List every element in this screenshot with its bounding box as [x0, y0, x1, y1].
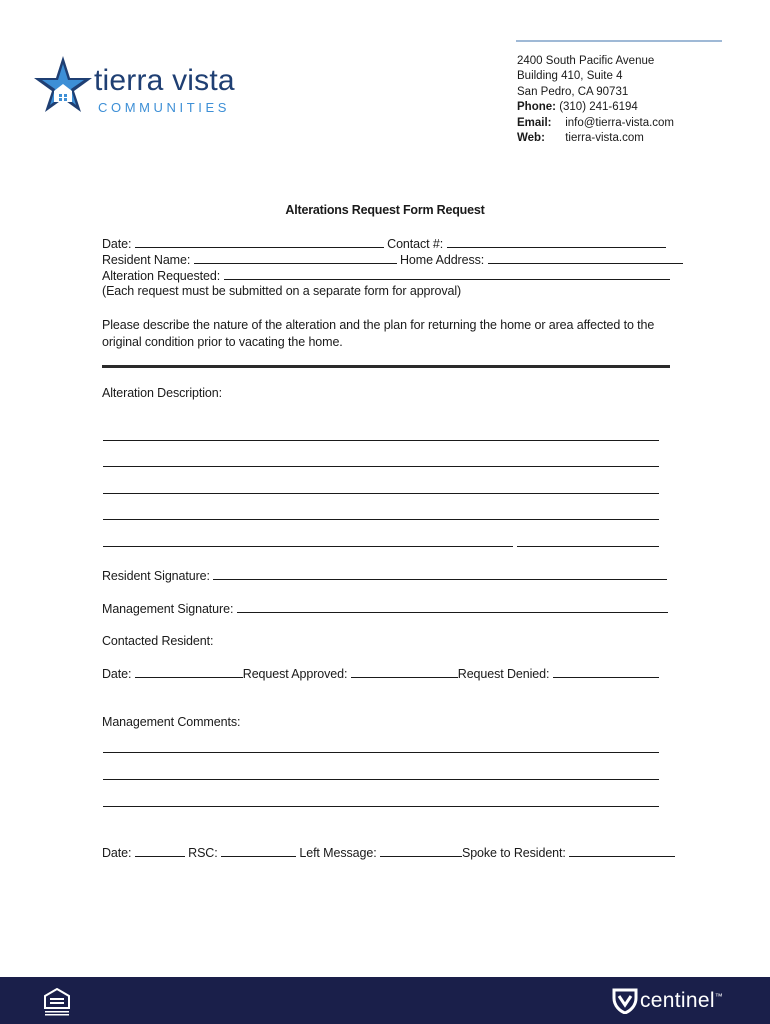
resident-name-row — [102, 252, 683, 267]
email-row — [517, 116, 674, 131]
email-label: Email: — [517, 116, 552, 129]
request-denied-field[interactable] — [553, 666, 659, 678]
date3-label: Date: — [102, 846, 132, 860]
resident-signature-field[interactable] — [213, 568, 667, 580]
description-line-3[interactable] — [103, 493, 659, 494]
date2-field[interactable] — [135, 666, 243, 678]
resident-signature-row — [102, 568, 667, 583]
spoke-to-resident-field[interactable] — [569, 845, 675, 857]
resident-signature-label: Resident Signature: — [102, 569, 210, 583]
comment-line-3[interactable] — [103, 806, 659, 807]
instructions-text: Please describe the nature of the alteration and the plan for returning the home or area affected to the original condition prior to vacating the home. — [102, 318, 655, 349]
form-title: Alterations Request Form Request — [285, 203, 485, 217]
resident-name-field[interactable] — [194, 252, 397, 264]
contact-field[interactable] — [447, 236, 666, 248]
comment-line-1[interactable] — [103, 752, 659, 753]
alteration-requested-field[interactable] — [224, 268, 670, 280]
address-line-1: 2400 South Pacific Avenue — [517, 55, 655, 67]
equal-housing-icon — [44, 988, 70, 1016]
web-value[interactable]: tierra-vista.com — [565, 132, 644, 145]
description-line-5a[interactable] — [103, 546, 513, 547]
contacted-resident-label: Contacted Resident: — [102, 634, 214, 648]
section-divider — [102, 365, 670, 368]
address-line-2: Building 410, Suite 4 — [517, 70, 623, 83]
date-label: Date: — [102, 237, 132, 251]
address-line-3: San Pedro, CA 90731 — [517, 85, 629, 98]
tierra-vista-logo — [34, 54, 264, 124]
alteration-description-label: Alteration Description: — [102, 386, 222, 400]
description-line-1[interactable] — [103, 440, 659, 441]
spoke-to-resident-label: Spoke to Resident: — [461, 846, 566, 860]
management-signature-row — [102, 601, 668, 616]
home-address-field[interactable] — [488, 252, 683, 264]
management-signature-label: Management Signature: — [102, 602, 234, 616]
address-divider — [516, 40, 722, 42]
approval-row — [102, 666, 659, 681]
left-message-field[interactable] — [380, 845, 462, 857]
centinel-wordmark: centinel — [640, 989, 715, 1012]
phone-value[interactable]: (310) 241-6194 — [559, 101, 638, 114]
description-line-4[interactable] — [103, 519, 659, 520]
web-label: Web: — [517, 132, 545, 145]
management-signature-field[interactable] — [237, 601, 668, 613]
left-message-label: Left Message: — [299, 846, 377, 860]
request-denied-label: Request Denied: — [457, 667, 550, 681]
address-block — [517, 54, 674, 146]
alteration-requested-row — [102, 268, 670, 283]
contact-label: Contact #: — [387, 237, 444, 251]
description-line-5b[interactable] — [517, 546, 659, 547]
comment-line-2[interactable] — [103, 779, 659, 780]
email-value[interactable]: info@tierra-vista.com — [565, 116, 675, 129]
phone-label: Phone: — [517, 101, 556, 114]
date3-field[interactable] — [135, 845, 185, 857]
separate-form-note: (Each request must be submitted on a separate form for approval) — [102, 284, 462, 298]
alteration-requested-label: Alteration Requested: — [102, 269, 221, 283]
trademark-mark: ™ — [714, 992, 724, 1001]
date-field[interactable] — [135, 236, 384, 248]
centinel-logo — [640, 989, 723, 1013]
request-approved-field[interactable] — [351, 666, 458, 678]
management-comments-label: Management Comments: — [102, 715, 241, 729]
footer-bar — [0, 977, 770, 1024]
centinel-shield-icon — [612, 986, 638, 1014]
star-house-icon — [34, 54, 92, 116]
description-line-2[interactable] — [103, 466, 659, 467]
logo-title: tierra vista — [94, 64, 235, 97]
web-row — [517, 131, 674, 146]
rsc-label: RSC: — [188, 846, 218, 860]
phone-row — [517, 100, 674, 115]
rsc-field[interactable] — [221, 845, 296, 857]
request-approved-label: Request Approved: — [242, 667, 348, 681]
resident-name-label: Resident Name: — [102, 253, 191, 267]
date2-label: Date: — [102, 667, 132, 681]
followup-row — [102, 845, 675, 860]
logo-subtitle: COMMUNITIES — [98, 100, 231, 115]
date-field-row — [102, 236, 666, 251]
home-address-label: Home Address: — [399, 253, 485, 267]
